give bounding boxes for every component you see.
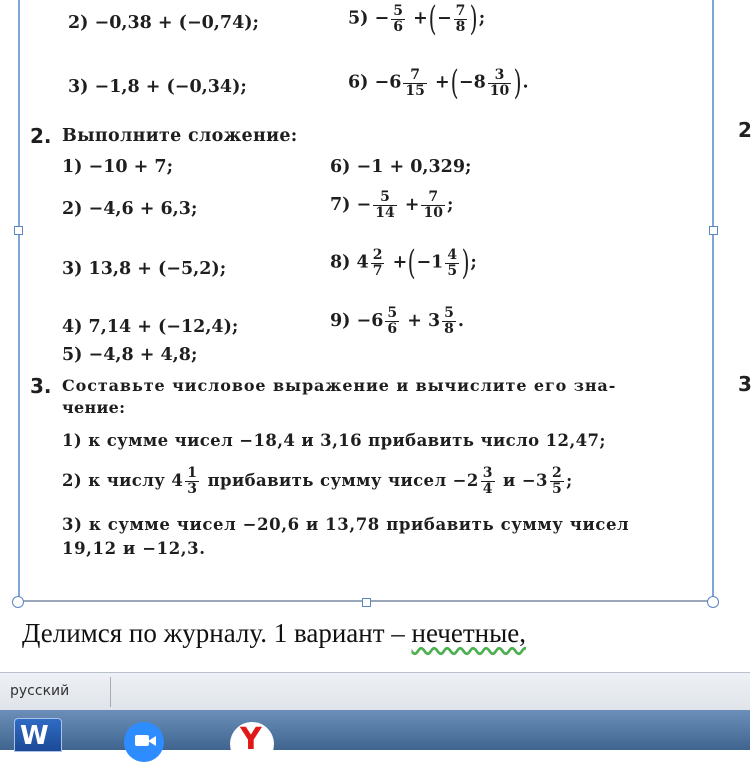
fraction: $\frac{1}{3}$	[187, 465, 198, 497]
yandex-taskbar-button[interactable]	[230, 722, 274, 766]
fraction: $\frac{3}{4}$	[482, 465, 493, 497]
camera-icon	[135, 735, 149, 746]
next-page-number-2: 2	[738, 118, 752, 142]
task2-item-8: 8) 4 $\frac{2}{7}$ +(−1 $\frac{4}{5}$ );	[330, 243, 477, 283]
resize-handle-bottom-right[interactable]	[707, 596, 719, 608]
resize-handle-bottom[interactable]	[362, 598, 371, 607]
fraction: $\frac{7}{8}$	[455, 2, 466, 35]
separator	[110, 677, 111, 707]
resize-handle-bottom-left[interactable]	[12, 596, 24, 608]
task2-item-1: 1) −10 + 7;	[62, 157, 174, 177]
task3-item-3: 3) к сумме чисел −20,6 и 13,78 прибавить сумму чисел	[62, 515, 630, 534]
task2-heading: Выполните сложение:	[62, 126, 298, 146]
task2-number: 2.	[30, 124, 52, 148]
taskbar	[0, 710, 750, 757]
task2-item-3: 3) 13,8 + (−5,2);	[62, 259, 227, 279]
fraction: $\frac{4}{5}$	[447, 246, 458, 279]
task2-item-9: 9) −6 $\frac{5}{6}$ + 3 $\frac{5}{8}$ .	[330, 305, 465, 337]
yandex-icon: Y	[240, 722, 262, 757]
task2-item-5: 5) −4,8 + 4,8;	[62, 345, 198, 365]
fraction: $\frac{5}{8}$	[444, 305, 454, 337]
task2-item-4: 4) 7,14 + (−12,4);	[62, 317, 239, 337]
task3-item-3-cont: 19,12 и −12,3.	[62, 539, 206, 558]
task3-heading: Составьте числовое выражение и вычислите его зна-	[62, 376, 617, 395]
resize-handle-left[interactable]	[14, 226, 23, 235]
fraction: $\frac{5}{6}$	[393, 2, 403, 35]
task1-item-2: 2) −0,38 + (−0,74);	[68, 13, 259, 33]
document-caption[interactable]: Делимся по журналу. 1 вариант – нечетные,	[22, 618, 526, 648]
word-icon: W	[20, 721, 49, 751]
next-page-number-3: 3	[738, 372, 752, 396]
fraction: $\frac{2}{5}$	[551, 465, 563, 497]
language-bar	[0, 672, 750, 711]
fraction: $\frac{3}{10}$	[489, 66, 510, 99]
task3-heading-cont: чение:	[62, 398, 126, 417]
task3-number: 3.	[30, 374, 52, 398]
task1-item-3: 3) −1,8 + (−0,34);	[68, 77, 247, 97]
task2-item-2: 2) −4,6 + 6,3;	[62, 199, 198, 219]
task1-item-5: 5) − $\frac{5}{6}$ +(− $\frac{7}{8}$ );	[348, 0, 486, 39]
task2-item-6: 6) −1 + 0,329;	[330, 157, 472, 177]
fraction: $\frac{7}{15}$	[405, 66, 425, 99]
word-taskbar-button[interactable]	[14, 718, 62, 752]
fraction: $\frac{5}{6}$	[387, 305, 398, 337]
language-indicator[interactable]: русский	[10, 683, 70, 699]
fraction: $\frac{2}{7}$	[372, 246, 383, 279]
fraction: $\frac{7}{10}$	[423, 189, 443, 221]
task2-item-7: 7) − $\frac{5}{14}$ + $\frac{7}{10}$ ;	[330, 189, 454, 221]
task3-item-2: 2) к числу 4 $\frac{1}{3}$ прибавить сумму чисел −2 $\frac{3}{4}$ и −3 $\frac{2}{5}$ ;	[62, 465, 573, 497]
spellcheck-underlined-word[interactable]: нечетные,	[411, 618, 526, 648]
fraction: $\frac{5}{14}$	[375, 189, 395, 221]
zoom-taskbar-button[interactable]	[124, 722, 164, 762]
resize-handle-right[interactable]	[709, 226, 718, 235]
task3-item-1: 1) к сумме чисел −18,4 и 3,16 прибавить число 12,47;	[62, 431, 606, 450]
task1-item-6: 6) −6 $\frac{7}{15}$ +(−8 $\frac{3}{10}$ ).	[348, 63, 529, 103]
